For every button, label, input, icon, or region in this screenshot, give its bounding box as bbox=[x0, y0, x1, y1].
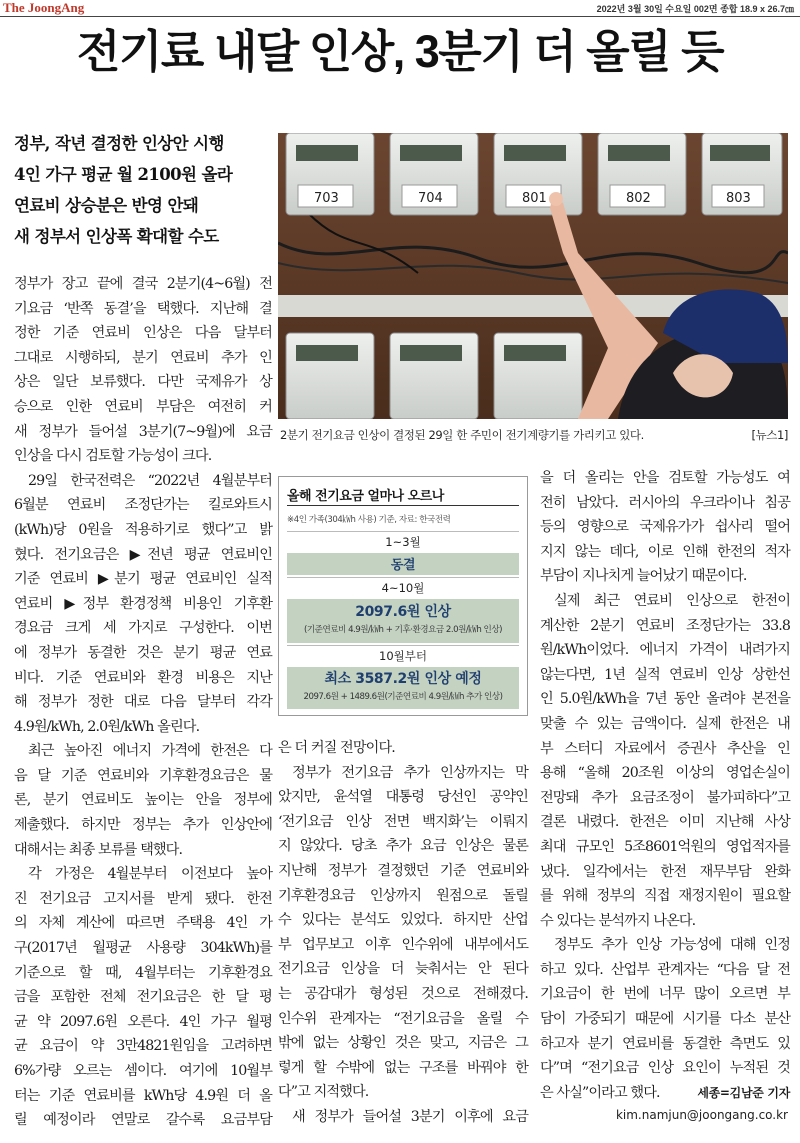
body-line: 승으로 인한 연료비 부담은 여전히 커 bbox=[14, 398, 272, 415]
period-value: 2097.6원 인상 bbox=[355, 604, 451, 620]
masthead bbox=[0, 0, 800, 16]
meter-label: 704 bbox=[418, 191, 443, 206]
body-line: 은 더 커질 전망이다. bbox=[278, 740, 395, 756]
headline: 전기료 내달 인상, 3분기 더 올릴 듯 bbox=[76, 26, 724, 77]
photo-caption bbox=[280, 427, 788, 443]
reporter-email[interactable]: kim.namjun@joongang.co.kr bbox=[615, 1108, 788, 1122]
body-line: 부담이 지나치게 늘어났기 때문이다. bbox=[540, 568, 747, 585]
infobox-rule bbox=[287, 505, 519, 506]
body-line: 새 정부가 들어설 3분기 이후에 요금 bbox=[292, 1108, 528, 1125]
body-line: 않는다면, 1년 실적 연료비 인상 상한선 bbox=[540, 666, 790, 683]
electric-meters-illustration bbox=[278, 133, 788, 419]
body-line: 6%가량 오르는 셈이다. 여기에 10월부 bbox=[14, 1063, 272, 1079]
article-column-3 bbox=[540, 466, 790, 1105]
body-line: 전히 남았다. 러시아의 우크라이나 침공 bbox=[540, 494, 790, 511]
subheads bbox=[14, 128, 276, 252]
body-line: 릴 예정이라 연말로 갈수록 요금부담 bbox=[14, 1112, 272, 1129]
body-line: 의 자체 계산에 따르면 주택용 4인 가 bbox=[14, 915, 272, 932]
body-line: 지난해 정부가 결정했던 기준 연료비와 bbox=[278, 862, 528, 879]
body-line: 정부가 장고 끝에 결국 2분기(4~6월) 전 bbox=[14, 276, 272, 292]
body-line: 부 스터디 자료에서 증권사 추산을 인 bbox=[540, 740, 790, 757]
infobox bbox=[278, 476, 528, 716]
period-label: 1~3월 bbox=[287, 531, 519, 551]
body-line: 전망돼 추가 요금조정이 불가피하다”고 bbox=[540, 789, 790, 806]
body-line: 았지만, 윤석열 대통령 당선인 공약인 bbox=[278, 789, 528, 806]
body-line: 론, 분기 연료비도 높이는 안을 정부에 bbox=[14, 792, 272, 809]
meter-label: 801 bbox=[522, 191, 547, 206]
body-line: 그대로 시행하되, 분기 연료비 추가 인 bbox=[14, 349, 272, 366]
body-line: 은 사실”이라고 했다. bbox=[540, 1084, 660, 1101]
body-line: 최대 규모인 5조8601억원의 영업적자를 bbox=[540, 838, 790, 855]
article-column-2 bbox=[278, 736, 528, 1130]
meter-label: 803 bbox=[726, 191, 751, 206]
infobox-note: ※4인 가족(304㎾h 사용) 기준, 자료: 한국전력 bbox=[287, 515, 451, 525]
body-line: 밖에 없는 상황인 것은 맞고, 지금은 그 bbox=[278, 1035, 528, 1052]
body-line: 터는 기준 연료비를 kWh당 4.9원 더 올 bbox=[14, 1087, 272, 1104]
body-line: 전기요금 인상을 더 늦춰서는 안 된다 bbox=[278, 961, 528, 978]
body-line: 최근 높아진 에너지 가격에 한전은 다 bbox=[28, 743, 272, 760]
body-line: 6월분 연료비 조정단가는 킬로와트시 bbox=[14, 497, 272, 514]
body-line: 을 더 올리는 안을 검토할 가능성도 여 bbox=[540, 470, 790, 486]
body-line: 균 요금이 약 3만4821원임을 고려하면 bbox=[14, 1038, 272, 1055]
period-detail: (기준연료비 4.9원/㎾h + 기후·환경요금 2.0원/㎾h 인상) bbox=[303, 625, 503, 635]
body-line-with-byline bbox=[540, 1081, 790, 1106]
body-line: 렇게 할 수밖에 없는 구조를 바꿔야 한 bbox=[278, 1059, 528, 1076]
body-line: 하고자 분기 연료비를 동결한 측면도 있 bbox=[540, 1035, 790, 1052]
article-column-1 bbox=[14, 272, 272, 1133]
photo-credit: [뉴스1] bbox=[751, 428, 788, 442]
body-line: 다”며 “전기요금 인상 요인이 누적된 것 bbox=[540, 1060, 790, 1077]
period-detail: 2097.6원 + 1489.6원(기준연료비 4.9원/㎾h 추가 인상) bbox=[303, 692, 503, 702]
body-line: 기요금이 한 번에 너무 많이 오르면 부 bbox=[540, 986, 790, 1003]
newspaper-logo: The JoongAng bbox=[3, 0, 85, 15]
body-line: 담이 가중되기 때문에 시기를 다소 분산 bbox=[540, 1011, 790, 1028]
dateline: 2022년 3월 30일 수요일 002면 종합 18.9 x 26.7㎝ bbox=[596, 4, 794, 14]
body-line: 연료비 ▶정부 환경정책 비용인 기후환 bbox=[14, 595, 272, 612]
body-line: 하고 있다. 산업부 관계자는 “다음 달 전 bbox=[540, 961, 790, 978]
meter-label: 703 bbox=[314, 191, 339, 206]
body-line: 냈다. 일각에서는 한전 재무부담 완화 bbox=[540, 863, 790, 880]
body-line: 비다. 기준 연료비와 환경 비용은 지난 bbox=[14, 669, 272, 686]
body-line: 계산한 2분기 연료비 조정단가는 33.8 bbox=[540, 617, 790, 634]
body-line: 를 위해 정부의 직접 재정지원이 필요할 bbox=[540, 888, 790, 905]
body-line: 결론 내렸다. 한전은 이미 지난해 사상 bbox=[540, 814, 790, 831]
period-value-band bbox=[287, 553, 519, 575]
period-label: 4~10월 bbox=[287, 577, 519, 597]
body-line: 각 가정은 4월분부터 이전보다 높아 bbox=[28, 866, 272, 883]
body-line: 인 5.0원/kWh을 7년 동안 올려야 본전을 bbox=[540, 691, 790, 708]
body-line: 정부도 추가 인상 가능성에 대해 인정 bbox=[554, 937, 790, 954]
body-line: (kWh)당 0원을 적용하기로 했다”고 밝 bbox=[14, 521, 272, 538]
body-line: 맞출 수 있는 금액이다. 실제 한전은 내 bbox=[540, 715, 790, 732]
body-line: 인수위 관계자는 “전기요금을 올릴 수 bbox=[278, 1010, 528, 1027]
body-line: 지 않았다. 당초 추가 요금 인상은 물론 bbox=[278, 838, 528, 855]
body-line: 상은 일단 보류했다. 다만 국제유가 상 bbox=[14, 374, 272, 391]
body-line: 원/kWh이었다. 에너지 가격이 내려가지 bbox=[540, 642, 790, 659]
body-line: 등의 영향으로 국제유가가 쉽사리 떨어 bbox=[540, 519, 790, 536]
body-line: 인상을 다시 검토할 가능성이 크다. bbox=[14, 448, 212, 465]
body-line: 4.9원/kWh, 2.0원/kWh 올린다. bbox=[14, 718, 200, 735]
period-label: 10월부터 bbox=[287, 645, 519, 665]
meter-label: 802 bbox=[626, 191, 651, 206]
subhead: 연료비 상승분은 반영 안돼 bbox=[14, 196, 199, 215]
body-line: ‘전기요금 인상 전면 백지화’는 이뤄지 bbox=[278, 813, 528, 830]
body-line: 지지 않는 데다, 이로 인해 한전의 적자 bbox=[540, 543, 790, 560]
body-line: 대해서는 최종 보류를 택했다. bbox=[14, 841, 183, 858]
body-line: 수 있다는 분석까지 나온다. bbox=[540, 912, 696, 929]
body-line: 해 정부가 정한 대로 다음 달부터 각각 bbox=[14, 694, 272, 711]
body-line: 기준으로 할 때, 4월부터는 기후환경요 bbox=[14, 964, 272, 981]
body-line: 구(2017년 월평균 사용량 304kWh)를 bbox=[14, 940, 272, 957]
infobox-title: 올해 전기요금 얼마나 오르나 bbox=[287, 489, 444, 504]
subhead: 정부, 작년 결정한 인상안 시행 bbox=[14, 134, 224, 153]
caption-text: 2분기 전기요금 인상이 결정된 29일 한 주민이 전기계량기를 가리키고 있다. bbox=[280, 428, 644, 442]
body-line: 실제 최근 연료비 인상으로 한전이 bbox=[554, 592, 790, 609]
subhead: 새 정부서 인상폭 확대할 수도 bbox=[14, 227, 219, 246]
body-line: 부 업무보고 이후 인수위에 내부에서도 bbox=[278, 936, 528, 953]
body-line: 수 있다는 분석도 있었다. 하지만 산업 bbox=[278, 912, 528, 929]
body-line: 음 달 기준 연료비와 기후환경요금은 물 bbox=[14, 767, 272, 784]
body-line: 에 정부가 동결한 것은 분기 평균 연료 bbox=[14, 644, 272, 661]
body-line: 는 공감대가 형성된 것으로 전해졌다. bbox=[278, 985, 528, 1002]
body-line: 용해 “올해 20조원 이상의 영업손실이 bbox=[540, 765, 790, 782]
body-line: 혔다. 전기요금은 ▶전년 평균 연료비인 bbox=[14, 546, 272, 563]
period-value-band bbox=[287, 599, 519, 643]
body-line: 진 전기요금 고지서를 받게 됐다. 한전 bbox=[14, 890, 272, 907]
top-rule bbox=[0, 16, 800, 17]
body-line: 금을 포함한 전체 전기요금은 한 달 평 bbox=[14, 989, 272, 1006]
body-line: 정한 기준 연료비 인상은 다음 달부터 bbox=[14, 325, 272, 342]
body-line: 기준 연료비 ▶분기 평균 연료비인 실적 bbox=[14, 571, 272, 588]
subhead: 4인 가구 평균 월 2100원 올라 bbox=[14, 165, 233, 184]
body-line: 29일 한국전력은 “2022년 4월분부터 bbox=[28, 472, 272, 489]
body-line: 다”고 지적했다. bbox=[278, 1084, 369, 1101]
body-line: 새 정부가 들어설 3분기(7~9월)에 요금 bbox=[14, 423, 272, 440]
body-line: 제출했다. 하지만 정부는 추가 인상안에 bbox=[14, 817, 272, 834]
body-line: 기후환경요금 인상까지 원점으로 돌릴 bbox=[278, 887, 528, 904]
period-value: 동결 bbox=[390, 558, 416, 573]
news-photo bbox=[278, 133, 788, 419]
body-line: 균 약 2097.6원 오른다. 4인 가구 월평 bbox=[14, 1013, 272, 1030]
period-value: 최소 3587.2원 인상 예정 bbox=[324, 671, 482, 687]
body-line: 기요금 ‘반쪽 동결’을 택했다. 지난해 결 bbox=[14, 300, 272, 317]
byline: 세종=김남준 기자 bbox=[697, 1085, 790, 1100]
body-line: 정부가 전기요금 추가 인상까지는 막 bbox=[292, 764, 528, 781]
body-line: 경요금 크게 세 가지로 구성한다. 이번 bbox=[14, 620, 272, 637]
period-value-band bbox=[287, 667, 519, 709]
